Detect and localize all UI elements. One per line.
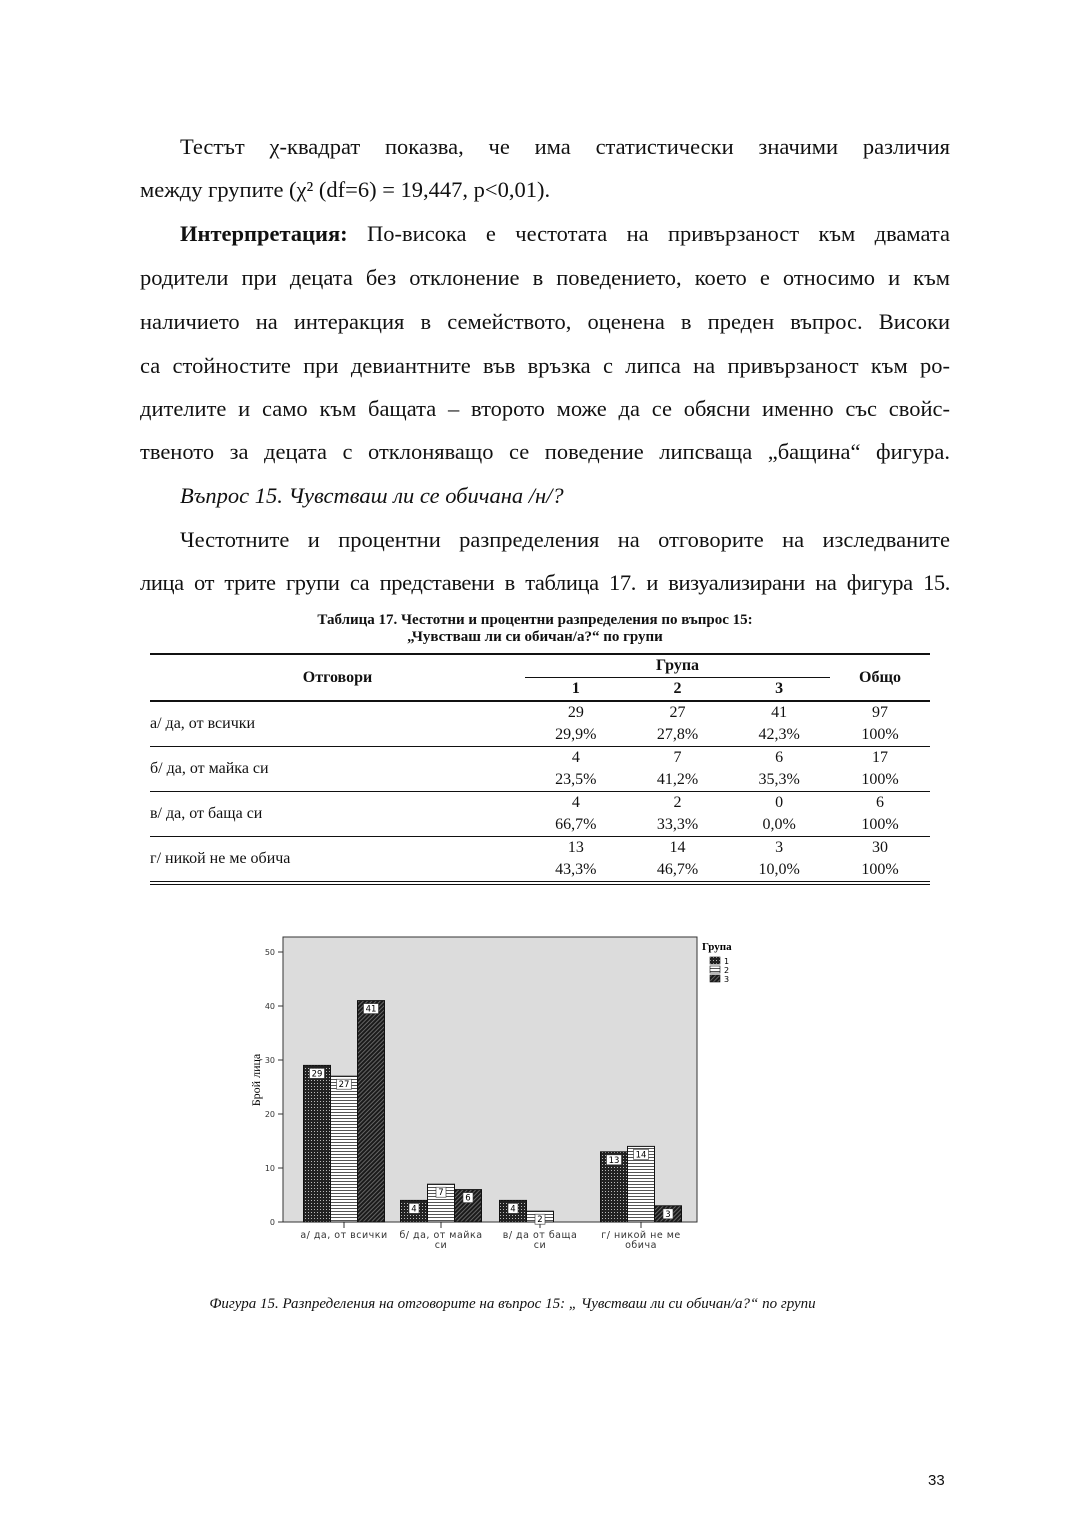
- table-title: „Чувстваш ли си обичан/а?“ по групи: [407, 629, 663, 645]
- cell-percent: 27,8%: [656, 726, 699, 743]
- frequency-table: [150, 653, 930, 885]
- paragraph-line: родители при децата без отклонение в поведението, което е относимо и към: [140, 265, 950, 290]
- cell-count: 29: [567, 704, 584, 721]
- paragraph-line: [140, 212, 950, 256]
- data-label: 13: [608, 1155, 620, 1166]
- bar-group-3: [358, 1001, 385, 1222]
- cell-percent: 100%: [861, 816, 899, 833]
- row-label: а/ да, от всички: [150, 715, 256, 732]
- paragraph-line: Тестът χ-квадрат показва, че има статистически значими различия: [180, 134, 950, 159]
- legend-label: 1: [724, 957, 730, 966]
- data-label: 14: [635, 1150, 647, 1161]
- header-group: Група: [525, 654, 830, 678]
- cell-count: 6: [775, 749, 784, 766]
- cell-count: 4: [571, 749, 580, 766]
- paragraph-line: наличието на интеракция в семейството, оценена в преден въпрос. Високи: [140, 309, 950, 334]
- figure-caption: Фигура 15. Разпределения на отговорите на въпрос 15: „ Чувстваш ли си обичан/а?“ по групи: [209, 1296, 816, 1312]
- legend-title: Група: [702, 941, 732, 953]
- cell-count: 41: [771, 704, 788, 721]
- cell: [627, 701, 729, 747]
- cell-percent: 66,7%: [555, 816, 597, 833]
- header-total: Общо: [830, 654, 930, 701]
- cell: [728, 747, 830, 792]
- data-label: 4: [411, 1204, 417, 1215]
- cell-count: 27: [669, 704, 686, 721]
- cell-count: 7: [673, 749, 682, 766]
- paragraph-line: между групите (χ² (df=6) = 19,447, p<0,01).: [140, 177, 551, 202]
- header-group-3: 3: [775, 680, 784, 697]
- cell-percent: 35,3%: [758, 771, 800, 788]
- paragraph-line: лица от трите групи са представени в таблица 17. и визуализирани на фигура 15.: [140, 570, 950, 595]
- cell-percent: 41,2%: [656, 771, 699, 788]
- cell-count: 3: [775, 839, 784, 856]
- bar-chart: [230, 930, 770, 1260]
- table-title: Таблица 17. Честотни и процентни разпределения по въпрос 15:: [317, 612, 753, 628]
- y-tick-label: 10: [264, 1164, 275, 1173]
- cell-percent: 10,0%: [758, 861, 800, 878]
- y-axis-label: Брой лица: [249, 1053, 263, 1107]
- cell-count: 4: [571, 794, 580, 811]
- row-label: г/ никой не ме обича: [150, 850, 291, 867]
- cell: [627, 747, 729, 792]
- cell-percent: 33,3%: [656, 816, 699, 833]
- cell-count: 97: [872, 704, 888, 721]
- cell: [830, 701, 930, 747]
- cell-count: 17: [872, 749, 888, 766]
- cell: [525, 792, 627, 837]
- cell-percent: 23,5%: [555, 771, 597, 788]
- y-tick-label: 20: [264, 1110, 275, 1119]
- cell: [627, 792, 729, 837]
- legend-swatch: [710, 957, 720, 964]
- table-row: [150, 747, 930, 792]
- x-tick-label: а/ да, от всички: [300, 1230, 388, 1241]
- cell-percent: 43,3%: [555, 861, 597, 878]
- cell-count: 2: [673, 794, 682, 811]
- interpretation-label: Интерпретация:: [180, 221, 348, 246]
- data-label: 3: [665, 1209, 671, 1220]
- data-label: 4: [510, 1204, 516, 1215]
- x-tick-label: в/ да от баща: [502, 1230, 578, 1241]
- cell-count: 13: [567, 839, 584, 856]
- cell-count: 0: [775, 794, 784, 811]
- y-tick-label: 0: [269, 1218, 275, 1227]
- data-label: 29: [311, 1069, 323, 1080]
- text: По-висока е честотата на привързаност към двамата: [347, 221, 950, 246]
- y-tick-label: 50: [264, 948, 275, 957]
- paragraph-line: твеното за децата с отклоняващо се поведение липсваща „бащина“ фигура.: [140, 439, 950, 464]
- paragraph-line: са стойностите при девиантните във връзка с липса на привързаност към ро-: [140, 353, 950, 378]
- cell: [525, 701, 627, 747]
- table-row: [150, 701, 930, 747]
- cell: [525, 747, 627, 792]
- cell-percent: 42,3%: [758, 726, 800, 743]
- paragraph-line: Честотните и процентни разпределения на отговорите на изследваните: [180, 527, 950, 552]
- x-tick-label: б/ да, от майка: [399, 1230, 483, 1241]
- cell-percent: 46,7%: [656, 861, 699, 878]
- x-tick-label: си: [434, 1240, 448, 1251]
- row-label: в/ да, от баща си: [150, 805, 263, 822]
- y-tick-label: 40: [264, 1002, 275, 1011]
- table-row: [150, 792, 930, 837]
- cell-percent: 0,0%: [762, 816, 796, 833]
- cell-percent: 100%: [861, 771, 899, 788]
- cell: [830, 792, 930, 837]
- x-tick-label: г/ никой не ме: [601, 1230, 681, 1241]
- cell: [728, 837, 830, 884]
- cell: [830, 837, 930, 884]
- x-tick-label: си: [533, 1240, 547, 1251]
- cell-count: 14: [669, 839, 686, 856]
- cell-count: 6: [876, 794, 884, 811]
- question-heading: Въпрос 15. Чувстваш ли се обичана /н/?: [180, 483, 564, 508]
- cell-percent: 100%: [861, 861, 899, 878]
- row-label: б/ да, от майка си: [150, 760, 269, 777]
- data-label: 27: [338, 1080, 350, 1091]
- legend-swatch: [710, 975, 720, 982]
- data-label: 41: [365, 1004, 377, 1015]
- paragraph-line: дителите и само към бащата – второто може да се обясни именно със свойс-: [140, 396, 950, 421]
- legend-label: 3: [724, 975, 730, 984]
- y-tick-label: 30: [264, 1056, 275, 1065]
- data-label: 6: [465, 1193, 471, 1204]
- legend-label: 2: [724, 966, 730, 975]
- cell: [627, 837, 729, 884]
- cell: [728, 792, 830, 837]
- data-label: 7: [438, 1188, 444, 1199]
- data-label: 2: [537, 1215, 543, 1226]
- cell-percent: 100%: [861, 726, 899, 743]
- bar-group-2: [331, 1076, 358, 1222]
- page-number: 33: [928, 1472, 945, 1489]
- legend-swatch: [710, 966, 720, 973]
- header-answers: Отговори: [150, 654, 525, 701]
- cell: [830, 747, 930, 792]
- cell-count: 30: [872, 839, 888, 856]
- header-group-2: 2: [673, 680, 682, 697]
- cell: [525, 837, 627, 884]
- header-group-1: 1: [571, 680, 580, 697]
- cell: [728, 701, 830, 747]
- bar-group-1: [304, 1065, 331, 1222]
- cell-percent: 29,9%: [555, 726, 597, 743]
- x-tick-label: обича: [625, 1240, 657, 1251]
- table-row: [150, 837, 930, 884]
